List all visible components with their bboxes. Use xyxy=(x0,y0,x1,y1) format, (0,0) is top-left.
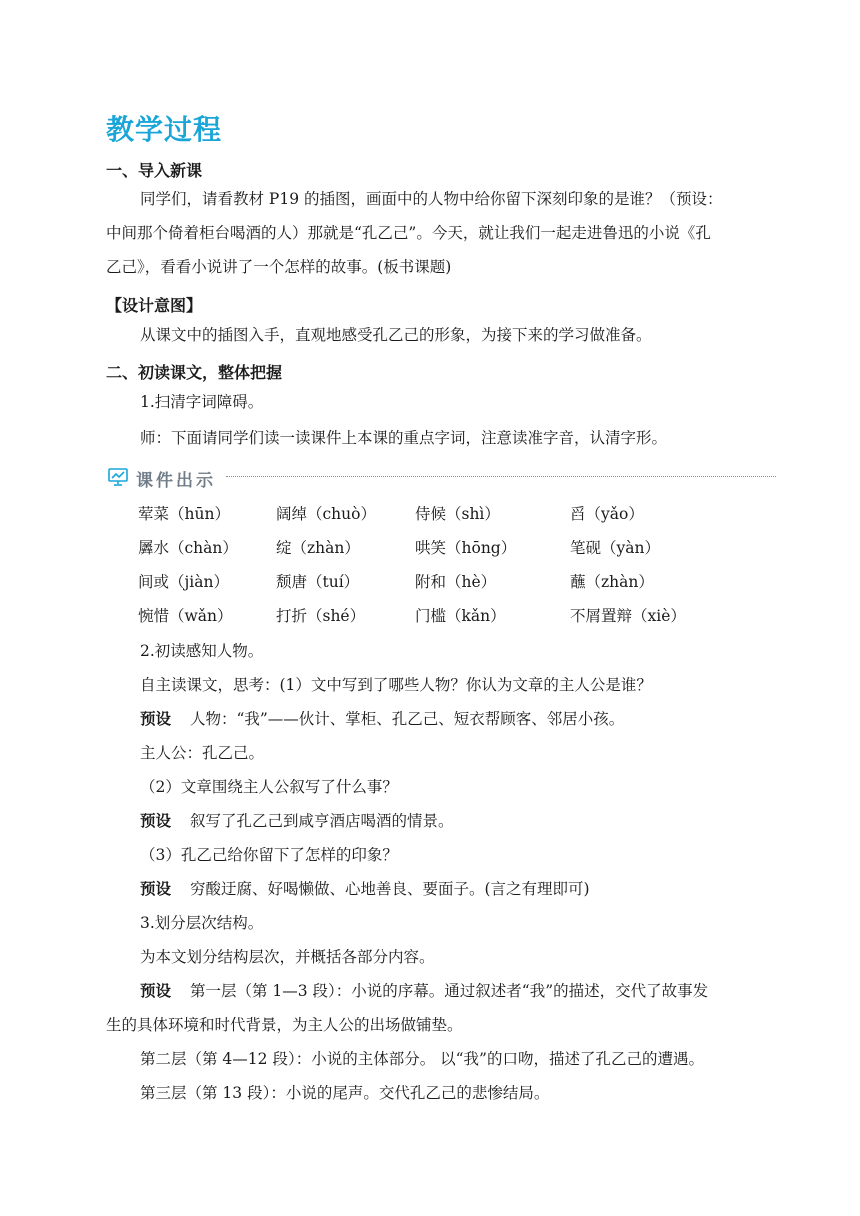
vocab-item: 打折（shé） xyxy=(276,607,366,625)
section-heading-intro: 一、导入新课 xyxy=(106,161,203,180)
vocab-item: 荤菜（hūn） xyxy=(138,505,230,523)
courseware-banner xyxy=(108,466,776,490)
vocab-row xyxy=(138,604,758,638)
answer-text: 穷酸迂腐、好喝懒做、心地善良、要面子。(言之有理即可) xyxy=(189,880,590,898)
answer-text: 第一层（第 1—3 段）：小说的序幕。通过叙述者“我”的描述，交代了故事发 xyxy=(189,982,709,1000)
answer-text: 叙写了孔乙己到咸亨酒店喝酒的情景。 xyxy=(189,812,454,830)
design-intent-text: 从课文中的插图入手，直观地感受孔乙己的形象，为接下来的学习做准备。 xyxy=(140,326,652,344)
teacher-instruction: 师：下面请同学们读一读课件上本课的重点字词，注意读准字音，认清字形。 xyxy=(140,429,668,447)
yushe-label: 预设 xyxy=(140,710,172,728)
answer-text: 第二层（第 4—12 段）：小说的主体部分。 以“我”的口吻，描述了孔乙己的遭遇。 xyxy=(140,1050,704,1068)
yushe-label: 预设 xyxy=(140,880,172,898)
vocab-row xyxy=(138,536,758,570)
vocab-item: 颓唐（tuí） xyxy=(276,573,360,591)
vocab-item: 不屑置辩（xiè） xyxy=(570,607,686,625)
vocab-item: 哄笑（hōng） xyxy=(415,539,517,557)
yushe-label: 预设 xyxy=(140,982,172,1000)
answer-line xyxy=(140,709,624,729)
vocab-table xyxy=(138,502,758,638)
question-text: 为本文划分结构层次，并概括各部分内容。 xyxy=(140,948,435,966)
vocab-item: 侍候（shì） xyxy=(415,505,500,523)
answer-text: 生的具体环境和时代背景，为主人公的出场做铺垫。 xyxy=(106,1016,463,1034)
paragraph-line: 乙己》，看看小说讲了一个怎样的故事。(板书课题) xyxy=(106,258,452,276)
presentation-icon xyxy=(108,468,128,486)
answer-text: 主人公：孔乙己。 xyxy=(140,744,265,762)
question-text: （2）文章围绕主人公叙写了什么事？ xyxy=(140,778,398,796)
vocab-item: 附和（hè） xyxy=(415,573,497,591)
yushe-label: 预设 xyxy=(140,812,172,830)
step-label: 3.划分层次结构。 xyxy=(140,914,264,932)
vocab-item: 门槛（kǎn） xyxy=(415,607,506,625)
vocab-row xyxy=(138,502,758,536)
section-heading-reading: 二、初读课文，整体把握 xyxy=(106,363,283,382)
vocab-item: 阔绰（chuò） xyxy=(276,505,376,523)
vocab-item: 惋惜（wǎn） xyxy=(138,607,233,625)
answer-line xyxy=(140,811,453,831)
answer-text: 第三层（第 13 段）：小说的尾声。交代孔乙己的悲惨结局。 xyxy=(140,1084,550,1102)
paragraph-line: 中间那个倚着柜台喝酒的人）那就是“孔乙己”。今天，就让我们一起走进鲁迅的小说《孔 xyxy=(106,224,711,242)
paragraph-line: 同学们，请看教材 P19 的插图，画面中的人物中给你留下深刻印象的是谁？（预设： xyxy=(140,190,723,208)
step-label: 1.扫清字词障碍。 xyxy=(140,393,264,411)
vocab-item: 笔砚（yàn） xyxy=(570,539,660,557)
vocab-row xyxy=(138,570,758,604)
vocab-item: 蘸（zhàn） xyxy=(570,573,654,591)
answer-line xyxy=(140,981,708,1001)
answer-text: 人物：“我”——伙计、掌柜、孔乙己、短衣帮顾客、邻居小孩。 xyxy=(189,710,625,728)
vocab-item: 间或（jiàn） xyxy=(138,573,229,591)
step-label: 2.初读感知人物。 xyxy=(140,642,264,660)
answer-line xyxy=(140,879,590,899)
page-title: 教学过程 xyxy=(106,113,223,146)
question-text: （3）孔乙己给你留下了怎样的印象？ xyxy=(140,846,398,864)
vocab-item: 羼水（chàn） xyxy=(138,539,238,557)
vocab-item: 舀（yǎo） xyxy=(570,505,644,523)
design-intent-heading: 【设计意图】 xyxy=(106,296,203,315)
dotted-divider xyxy=(226,476,776,477)
question-text: 自主读课文，思考：(1）文中写到了哪些人物？你认为文章的主人公是谁？ xyxy=(140,676,652,694)
vocab-item: 绽（zhàn） xyxy=(276,539,360,557)
courseware-label: 课件出示 xyxy=(136,471,216,491)
